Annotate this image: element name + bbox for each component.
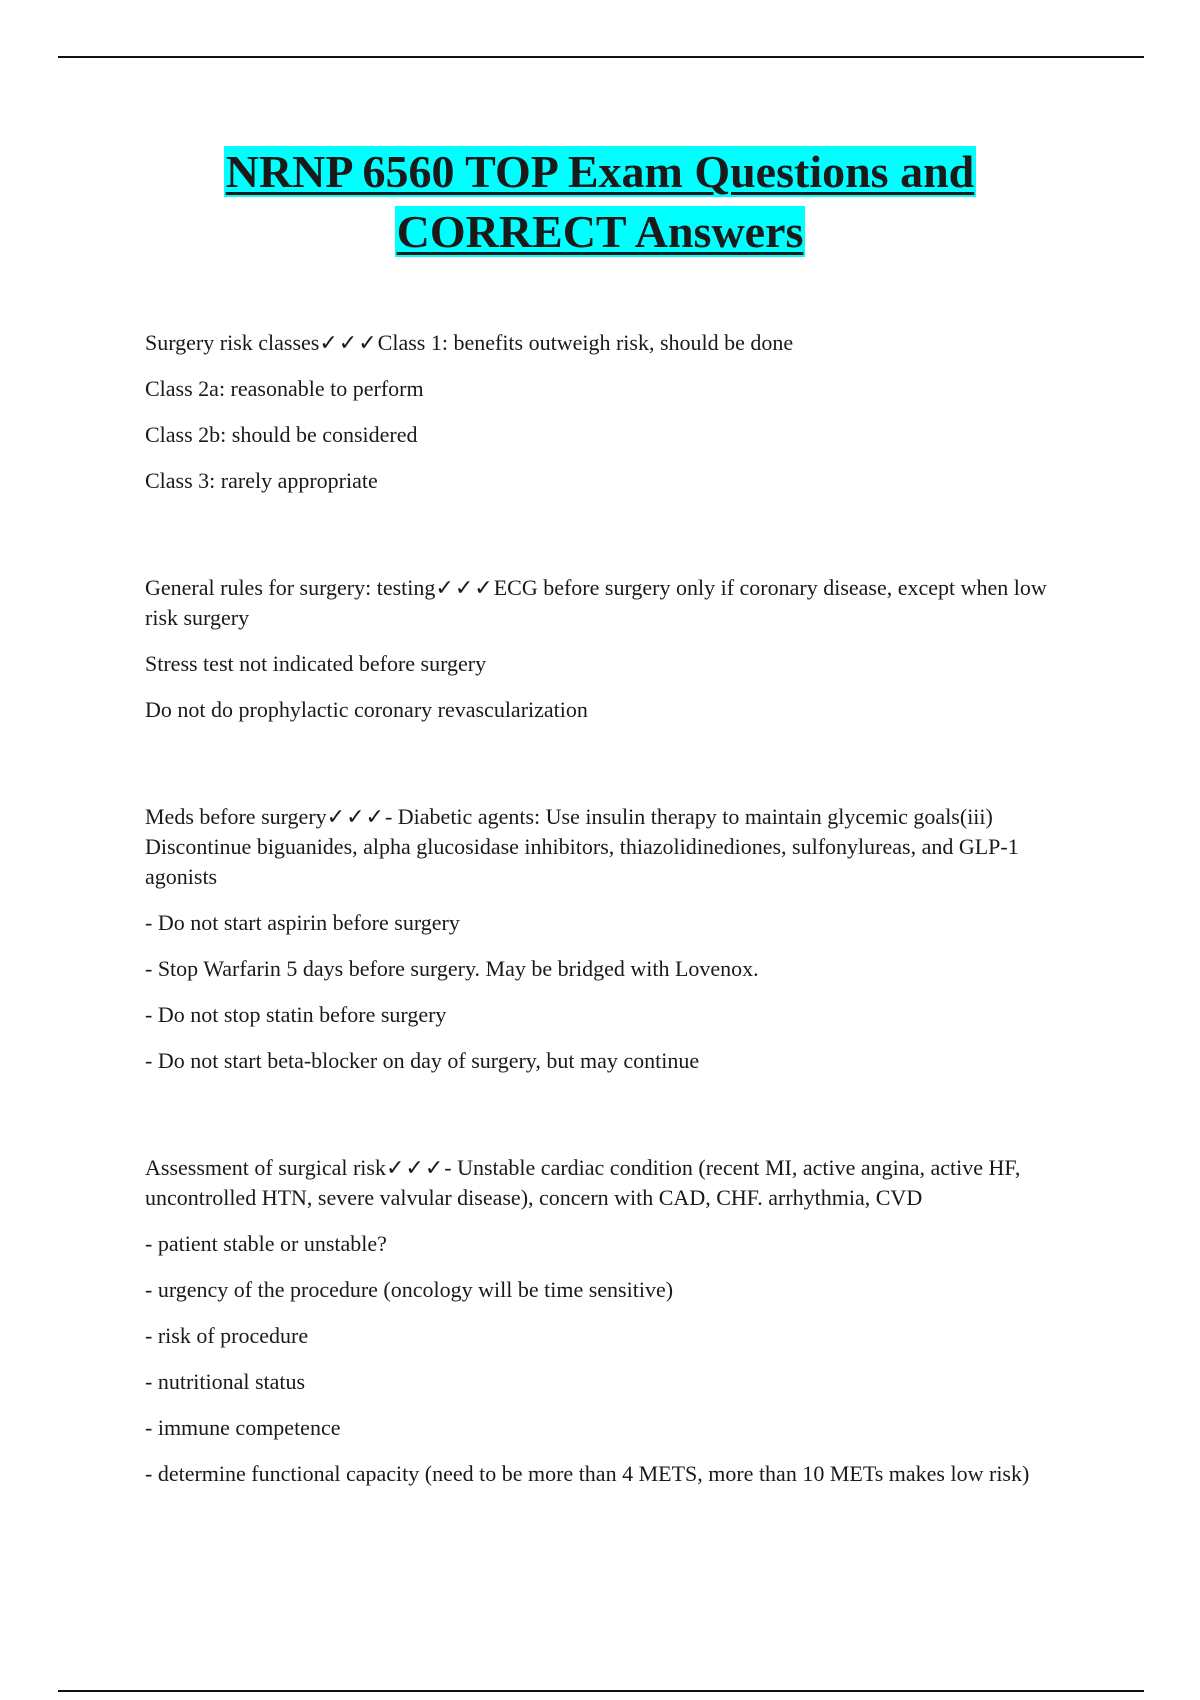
answer-line: - Do not start aspirin before surgery [145, 910, 460, 935]
qa-line [145, 573, 1065, 633]
checkmark-icon: ✓✓✓ [319, 330, 378, 355]
answer-line: - patient stable or unstable? [145, 1231, 387, 1256]
bottom-rule [58, 1690, 1144, 1692]
qa-line [145, 802, 1065, 892]
answer-line: - risk of procedure [145, 1323, 309, 1348]
page-title [0, 142, 1200, 262]
answer-line: - urgency of the procedure (oncology will be time sensitive) [145, 1277, 674, 1302]
checkmark-icon: ✓✓✓ [435, 575, 494, 600]
answer-line: - nutritional status [145, 1369, 306, 1394]
qa-block-meds-before-surgery [145, 802, 1065, 1076]
answer-line: Class 2b: should be considered [145, 422, 418, 447]
answer-line: Stress test not indicated before surgery [145, 651, 487, 676]
checkmark-icon: ✓✓✓ [326, 804, 385, 829]
answer-text: Class 1: benefits outweigh risk, should be done [377, 330, 794, 355]
qa-block-general-rules-testing [145, 573, 1065, 725]
answer-text: ECG before surgery only if coronary disease, except when low risk surgery [145, 575, 1047, 630]
qa-line [145, 328, 1065, 358]
top-rule [58, 56, 1144, 58]
qa-block-assessment-surgical-risk [145, 1153, 1065, 1489]
answer-line: Class 2a: reasonable to perform [145, 376, 424, 401]
question-text: Surgery risk classes [145, 330, 320, 355]
answer-line: Do not do prophylactic coronary revascularization [145, 697, 588, 722]
answer-text: - Unstable cardiac condition (recent MI, active angina, active HF, uncontrolled HTN, severe valvular disease), concern with CAD, CHF. arrhythmia, CVD [145, 1155, 1021, 1210]
question-text: Meds before surgery [145, 804, 327, 829]
answer-line: - Do not start beta-blocker on day of surgery, but may continue [145, 1048, 700, 1073]
answer-text: - Diabetic agents: Use insulin therapy to maintain glycemic goals(iii) Discontinue biguanides, alpha glucosidase inhibitors, thiazolidinediones, sulfonylureas, and GLP-1 agonists [145, 804, 1019, 889]
question-text: General rules for surgery: testing [145, 575, 436, 600]
answer-line: Class 3: rarely appropriate [145, 468, 378, 493]
answer-line: - Do not stop statin before surgery [145, 1002, 447, 1027]
title-line-2: CORRECT Answers [396, 206, 804, 257]
answer-line: - determine functional capacity (need to be more than 4 METS, more than 10 METs makes low risk) [145, 1461, 1030, 1486]
checkmark-icon: ✓✓✓ [385, 1155, 445, 1180]
answer-line: - immune competence [145, 1415, 341, 1440]
title-line-1: NRNP 6560 TOP Exam Questions and [225, 146, 975, 197]
answer-line: - Stop Warfarin 5 days before surgery. May be bridged with Lovenox. [145, 956, 759, 981]
qa-line [145, 1153, 1065, 1213]
qa-content [145, 328, 1065, 1566]
question-text: Assessment of surgical risk [145, 1155, 386, 1180]
qa-block-surgery-risk-classes [145, 328, 1065, 496]
